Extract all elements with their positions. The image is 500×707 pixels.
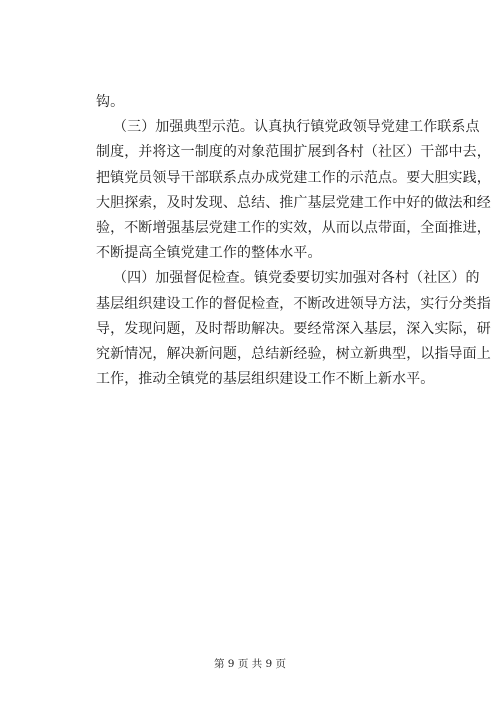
- text-line: 制度，并将这一制度的对象范围扩展到各村（社区）干部中去，: [96, 144, 491, 161]
- text-line: 验，不断增强基层党建工作的实效，从而以点带面，全面推进，: [96, 219, 491, 236]
- text-line: 钩。: [96, 94, 125, 110]
- page-footer: 第 9 页 共 9 页: [213, 658, 287, 670]
- text-line: 工作，推动全镇党的基层组织建设工作不断上新水平。: [96, 371, 435, 388]
- paragraph-3-heading-line: （三）加强典型示范。认真执行镇党政领导党建工作联系点: [113, 119, 480, 136]
- text-line: 不断提高全镇党建工作的整体水平。: [96, 245, 322, 262]
- text-line: 基层组织建设工作的督促检查，不断改进领导方法，实行分类指: [96, 295, 491, 312]
- text-line: 把镇党员领导干部联系点办成党建工作的示范点。要大胆实践，: [96, 169, 491, 186]
- body-text: [96, 90, 491, 392]
- text-line: 大胆探索，及时发现、总结、推广基层党建工作中好的做法和经: [96, 194, 491, 211]
- paragraph-4-heading-line: （四）加强督促检查。镇党委要切实加强对各村（社区）的: [113, 270, 480, 287]
- text-line: 究新情况，解决新问题，总结新经验，树立新典型，以指导面上: [96, 345, 491, 362]
- text-line: 导，发现问题，及时帮助解决。要经常深入基层，深入实际，研: [96, 320, 491, 337]
